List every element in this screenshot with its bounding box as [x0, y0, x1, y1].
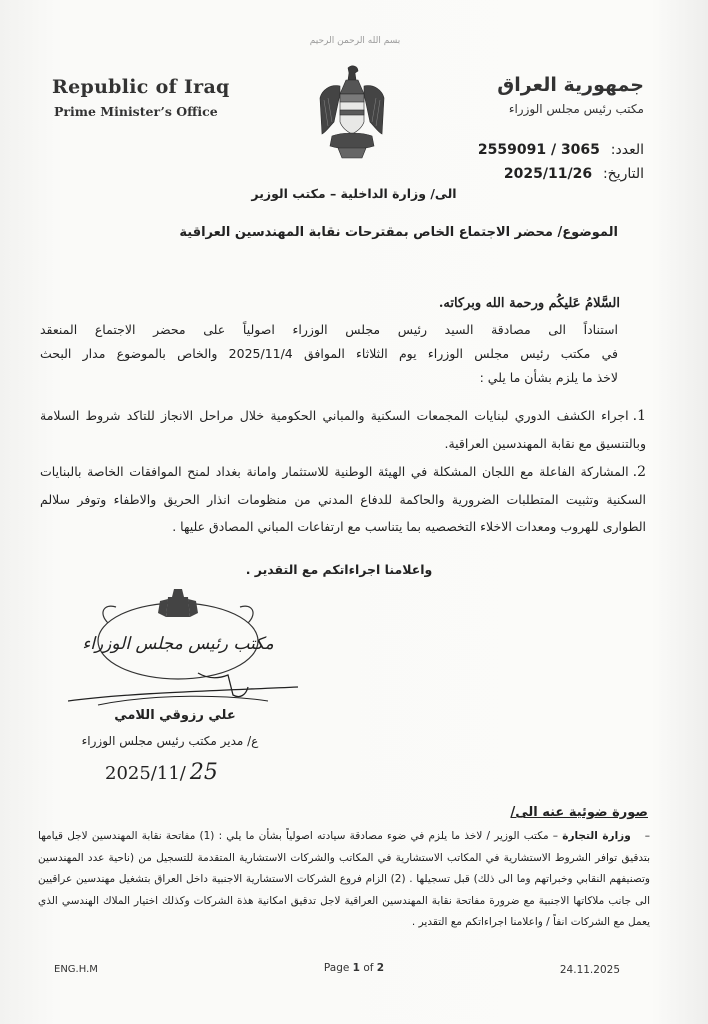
- letterhead-english-subtitle: Prime Minister’s Office: [54, 104, 218, 119]
- list-item: [40, 458, 646, 540]
- intro-line-3: لاخذ ما يلزم بشأن ما يلي :: [479, 370, 618, 385]
- letterhead-arabic-title: جمهورية العراق: [497, 74, 644, 96]
- basmala-calligraphy: [285, 36, 425, 52]
- signer-name: علي رزوقي اللامي: [114, 708, 236, 723]
- page-total: 2: [376, 962, 385, 974]
- reference-label: العدد:: [610, 142, 644, 158]
- copy-to-heading: صورة ضوئية عنه الى/: [510, 805, 648, 820]
- signature-stroke: [68, 687, 298, 701]
- copy-to-recipient: وزارة التجارة: [562, 830, 631, 842]
- letterhead-arabic-subtitle: مكتب رئيس مجلس الوزراء: [508, 102, 644, 116]
- eagle-talons: [338, 148, 366, 158]
- intro-paragraph: [40, 318, 618, 390]
- list-item-number: 2.: [632, 464, 646, 480]
- signature-date-printed: 2025/11/: [105, 763, 186, 784]
- addressee-line: الى/ وزارة الداخلية – مكتب الوزير: [251, 186, 457, 201]
- seal-flourish-left: [103, 606, 116, 623]
- shield-top-band: [340, 94, 364, 102]
- eagle-neck: [340, 80, 364, 94]
- seal-flourish-right: [240, 606, 253, 623]
- page-prefix: Page: [323, 962, 353, 974]
- eagle-head: [348, 66, 358, 80]
- emblem-base-scroll: [330, 133, 374, 149]
- signature-date-handwritten-day: 25: [189, 760, 218, 785]
- seal-mini-emblem-icon: [158, 589, 198, 617]
- reference-number-row: [478, 142, 644, 158]
- signature-date: [105, 760, 218, 785]
- shield-bottom-band: [340, 110, 364, 115]
- page-mid: of: [359, 962, 377, 974]
- reference-number: 2559091 / 3065: [477, 142, 600, 158]
- seal-text: مكتب رئيس مجلس الوزراء: [82, 634, 274, 654]
- list-item: [40, 402, 646, 457]
- intro-line-2: في مكتب رئيس مجلس الوزراء يوم الثلاثاء الموافق 2025/11/4 والخاص بالموضوع مدار البحث: [40, 346, 618, 361]
- letter-date-row: [504, 166, 644, 182]
- list-item-number: 1.: [632, 408, 646, 424]
- copy-to-entry: [38, 826, 650, 934]
- iraq-eagle-emblem-icon: [318, 64, 386, 162]
- copy-to-text: – مكتب الوزير / لاخذ ما يلزم في ضوء مصادقة سيادته اصولياً بشأن ما يلي : (1) مفاتحة نقابة المهندسين لاجل قيامها بتدقيق توافر الشروط الاستشارية في المكاتب الاستشارية في المكاتب والشركات الاستشارية المتقدمة للتسجيل من (ناحية عدد المهندسين وتصنيفهم النقابي وخبراتهم وما الى ذلك) قبل تسجيلها . (2) الزام فروع الشركات الاستشارية الاجنبية داخل العراق بتشغيل مهندسين عراقيين الى جانب ملاكاتها الاجنبية مع ضرورة مفاتحة نقابة المهندسين العراقية لاجل تدقيق امكانية هذة الشركات وكذلك اختيار الملاك الهندسي الذي يعمل مع الشركات انفاً / واعلامنا اجراءاتكم مع التقدير .: [38, 830, 650, 928]
- official-seal-stamp: [68, 583, 298, 713]
- page-current: 1: [352, 962, 360, 974]
- footer-author-code: ENG.H.M: [54, 964, 98, 975]
- greeting: السَّلامُ عَليكُم ورحمة الله وبركاته.: [438, 296, 620, 311]
- date-label: التاريخ:: [602, 166, 644, 182]
- intro-line-1: استناداً الى مصادقة السيد رئيس مجلس الوزراء اصولياً على محضر الاجتماع المنعقد: [40, 322, 618, 337]
- footer-date: 24.11.2025: [559, 964, 620, 976]
- basmala-text: بسم الله الرحمن الرحيم: [309, 36, 401, 46]
- signature-underline: [98, 696, 268, 705]
- closing-line: واعلامنا اجراءاتكم مع التقدير .: [245, 562, 433, 577]
- list-item-text: اجراء الكشف الدوري لبنايات المجمعات السكنية والمباني الحكومية خلال مراحل الانجاز للتاكد شروط السلامة وبالتنسيق مع نقابة المهندسين العراقية.: [40, 408, 646, 451]
- letterhead-english-title: Republic of Iraq: [52, 76, 230, 98]
- copy-to-bullet: –: [644, 830, 650, 842]
- subject-line: الموضوع/ محضر الاجتماع الخاص بمقترحات نقابة المهندسين العراقية: [179, 225, 618, 240]
- signer-role: ع/ مدير مكتب رئيس مجلس الوزراء: [81, 734, 259, 748]
- signature-flourish: [198, 673, 248, 697]
- list-item-text: المشاركة الفاعلة مع اللجان المشكلة في الهيئة الوطنية للاستثمار وامانة بغداد لمنح الموافقات الخاصة بالبنايات السكنية وتثبيت المتطلبات الضرورية والحاكمة للدفاع المدني من منظومات انذار الحريق والاطفاء وتوفر سلالم الطوارى للهروب ومعدات الاخلاء التخصصيه بما يتناسب مع ارتفاعات المباني المصادق عليها .: [40, 464, 646, 534]
- letter-date: 2025/11/26: [503, 166, 593, 182]
